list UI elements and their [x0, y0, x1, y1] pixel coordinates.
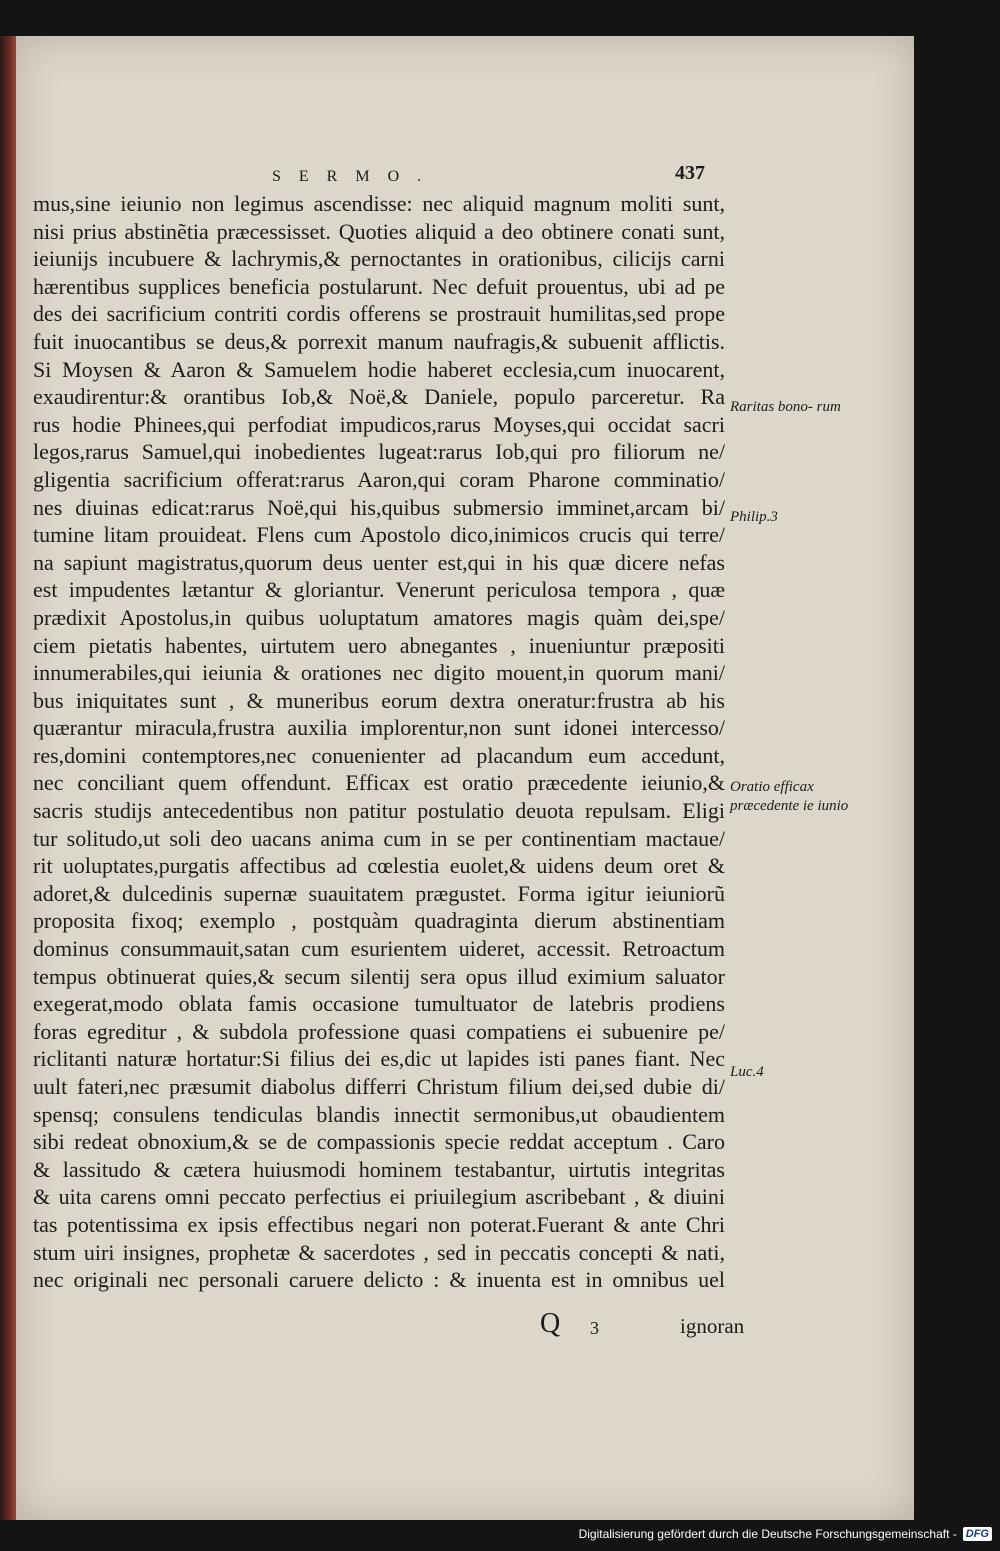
text-line: uult fateri,nec præsumit diabolus differri Christum filium dei,sed dubie di/: [33, 1074, 725, 1099]
book-spine-edge: [0, 36, 16, 1520]
text-line: tempus obtinuerat quies,& secum silentij sera opus illud eximium saluator: [33, 963, 725, 989]
text-line: gligentia sacrificium offerat:rarus Aaron,qui coram Pharone comminatio/: [33, 466, 725, 492]
text-line: & lassitudo & cætera huiusmodi hominem testabantur, uirtutis integritas: [33, 1156, 725, 1182]
text-line: ciem pietatis habentes, uirtutem uero abnegantes , inueniuntur præpositi: [33, 632, 725, 658]
text-line: quærantur miracula,frustra auxilia implorentur,non sunt idonei intercesso/: [33, 715, 725, 741]
text-line: fuit inuocantibus se deus,& porrexit manum naufragis,& subuenit afflictis.: [33, 328, 725, 354]
text-line: legos,rarus Samuel,qui inobedientes lugeat:rarus Iob,qui pro filiorum ne/: [33, 439, 725, 465]
text-line: nec conciliant quem offendunt. Efficax est oratio præcedente ieiunio,&: [33, 770, 725, 796]
marginal-note-oratio: Oratio efficax præcedente ie iunio: [730, 779, 849, 814]
text-line: foras egreditur , & subdola professione quasi compatiens ei subuenire pe/: [33, 1018, 725, 1044]
text-line: exegerat,modo oblata famis occasione tumultuator de latebris prodiens: [33, 991, 725, 1017]
signature-mark: Q: [540, 1308, 561, 1339]
text-line: dominus consummauit,satan cum esurientem uideret, accessit. Retroactum: [33, 936, 725, 962]
text-line: sibi redeat obnoxium,& se de compassionis specie reddat acceptum . Caro: [33, 1129, 725, 1155]
text-line: rit uoluptates,purgatis affectibus ad cœlestia euolet,& uidens deum oret &: [33, 853, 725, 879]
text-line: des dei sacrificium contriti cordis offerens se prostrauit humilitas,sed prope: [33, 301, 725, 327]
catchword: ignoran: [680, 1314, 745, 1338]
text-line: Si Moysen & Aaron & Samuelem hodie haberet ecclesia,cum inuocarent,: [33, 356, 725, 382]
text-line: bus iniquitates sunt , & muneribus eorum dextra oneratur:frustra ab his: [33, 687, 725, 713]
text-line: ieiunijs incubuere & lachrymis,& pernoctantes in orationibus, cilicijs carni: [33, 246, 725, 272]
text-line: tur solitudo,ut soli deo uacans anima cum in se per continentiam mactaue/: [33, 825, 725, 851]
text-line: res,domini contemptores,nec conuenienter ad placandum eum accedunt,: [33, 742, 725, 768]
text-line: nes diuinas edicat:rarus Noë,qui his,quibus submersio imminet,arcam bi/: [33, 494, 725, 520]
signature-number: 3: [590, 1318, 599, 1338]
text-line: tas potentissima ex ipsis effectibus negari non poterat.Fuerant & ante Chri: [33, 1211, 725, 1237]
text-line: est impudentes lætantur & gloriantur. Venerunt periculosa tempora , quæ: [33, 577, 725, 603]
text-line: adoret,& dulcedinis supernæ suauitatem prægustet. Forma igitur ieiuniorũ: [33, 880, 725, 906]
text-line: riclitanti naturæ hortatur:Si filius dei es,dic ut lapides isti panes fiant. Nec: [33, 1046, 725, 1072]
text-line: na sapiunt magistratus,quorum deus uenter est,qui in his quæ dicere nefas: [33, 549, 725, 575]
marginal-note-luc: Luc.4: [730, 1064, 764, 1080]
text-line: nec originali nec personali caruere delicto : & inuenta est in omnibus uel: [33, 1267, 725, 1293]
marginal-note-raritas: Raritas bono- rum: [730, 399, 841, 415]
dfg-logo-icon: DFG: [963, 1527, 992, 1541]
folio-number: 437: [675, 162, 705, 184]
text-line: exaudirentur:& orantibus Iob,& Noë,& Daniele, populo parceretur. Ra: [33, 384, 725, 410]
running-head: SERMO.: [272, 168, 440, 185]
text-line: rus hodie Phinees,qui perfodiat impudicos,rarus Moyses,qui occidat sacri: [33, 411, 725, 437]
text-line: proposita fixoq; exemplo , postquàm quadraginta dierum abstinentiam: [33, 908, 725, 934]
text-line: & uita carens omni peccato perfectius ei priuilegium ascribebant , & diuini: [33, 1184, 725, 1210]
text-line: tumine litam prouideat. Flens cum Apostolo dico,inimicos crucis qui terre/: [33, 522, 725, 548]
text-line: hærentibus supplices beneficia postularunt. Nec defuit prouentus, ubi ad pe: [33, 273, 725, 299]
text-line: spensq; consulens tendiculas blandis innectit sermonibus,ut obaudientem: [33, 1101, 725, 1127]
text-line: stum uiri insignes, prophetæ & sacerdotes , sed in peccatis concepti & nati,: [33, 1239, 725, 1265]
body-text: [33, 190, 725, 1294]
text-line: prædixit Apostolus,in quibus uoluptatum amatores magis quàm dei,spe/: [33, 604, 725, 630]
text-line: sacris studijs antecedentibus non patitur postulatio deuota repulsam. Eligi: [33, 798, 725, 824]
digitization-note: Digitalisierung gefördert durch die Deutsche Forschungsgemeinschaft -: [578, 1527, 957, 1541]
text-line: nisi prius abstinẽtia præcessisset. Quoties aliquid a deo obtinere conati sunt,: [33, 218, 725, 244]
text-line: innumerabiles,qui ieiunia & orationes nec digito mouent,in quorum mani/: [33, 660, 725, 686]
text-line: mus,sine ieiunio non legimus ascendisse: nec aliquid magnum moliti sunt,: [33, 191, 725, 216]
digitization-footer: [579, 1523, 992, 1545]
marginal-note-philip: Philip.3: [730, 509, 778, 525]
